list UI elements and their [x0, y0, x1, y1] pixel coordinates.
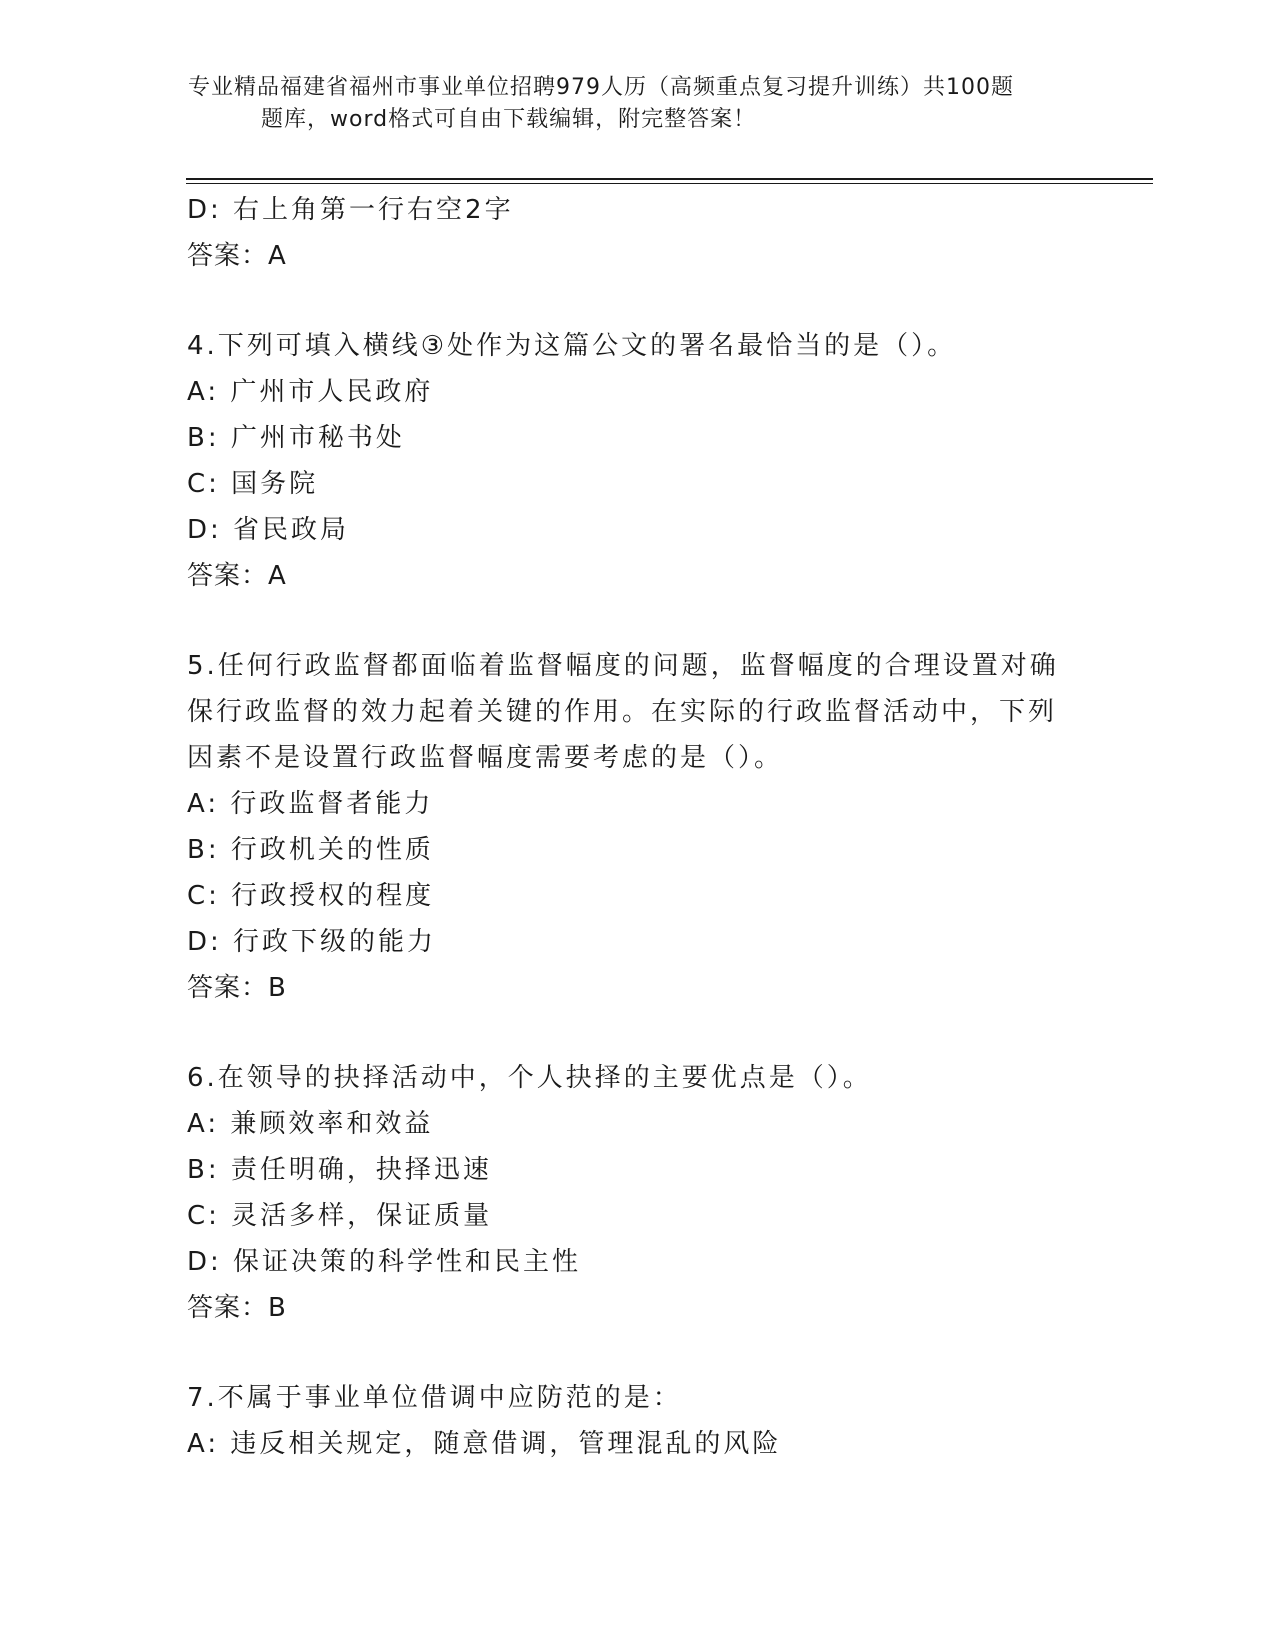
option-d: D: 保证决策的科学性和民主性 — [187, 1247, 582, 1277]
answer-line: 答案：A — [187, 241, 287, 271]
option-b: B: 广州市秘书处 — [187, 423, 405, 453]
question-stem: 6.在领导的抉择活动中，个人抉择的主要优点是（）。 — [187, 1063, 872, 1093]
question-stem: 4.下列可填入横线③处作为这篇公文的署名最恰当的是（）。 — [187, 331, 957, 361]
question-4 — [187, 323, 1087, 599]
option-a: A: 行政监督者能力 — [187, 789, 434, 819]
option-d: D: 省民政局 — [187, 515, 350, 545]
question-stem: 5.任何行政监督都面临着监督幅度的问题，监督幅度的合理设置对确 — [187, 651, 1059, 681]
option-d: D: 右上角第一行右空2字 — [187, 195, 514, 225]
option-a: A: 广州市人民政府 — [187, 377, 434, 407]
question-7 — [187, 1375, 1087, 1467]
option-a: A: 违反相关规定，随意借调，管理混乱的风险 — [187, 1429, 782, 1459]
header-title-line1: 专业精品福建省福州市事业单位招聘979人历（高频重点复习提升训练）共100题 — [188, 75, 1014, 100]
question-stem: 7.不属于事业单位借调中应防范的是： — [187, 1383, 682, 1413]
header-title-line2: 题库，word格式可自由下载编辑，附完整答案！ — [261, 107, 757, 132]
question-6 — [187, 1055, 1087, 1331]
question-content — [187, 187, 1087, 1467]
answer-line: 答案：A — [187, 561, 287, 591]
answer-line: 答案：B — [187, 1293, 287, 1323]
question-stem: 保行政监督的效力起着关键的作用。在实际的行政监督活动中，下列 — [187, 697, 1058, 727]
question-5 — [187, 643, 1087, 1011]
page-header — [188, 72, 1088, 136]
answer-line: 答案：B — [187, 973, 287, 1003]
option-c: C: 灵活多样，保证质量 — [187, 1201, 493, 1231]
header-divider-thin — [186, 183, 1153, 184]
option-c: C: 行政授权的程度 — [187, 881, 435, 911]
previous-question-tail — [187, 187, 1087, 279]
option-d: D: 行政下级的能力 — [187, 927, 437, 957]
option-c: C: 国务院 — [187, 469, 319, 499]
option-a: A: 兼顾效率和效益 — [187, 1109, 434, 1139]
option-b: B: 责任明确，抉择迅速 — [187, 1155, 492, 1185]
header-divider-thick — [186, 178, 1153, 180]
option-b: B: 行政机关的性质 — [187, 835, 434, 865]
question-stem: 因素不是设置行政监督幅度需要考虑的是（）。 — [187, 743, 784, 773]
